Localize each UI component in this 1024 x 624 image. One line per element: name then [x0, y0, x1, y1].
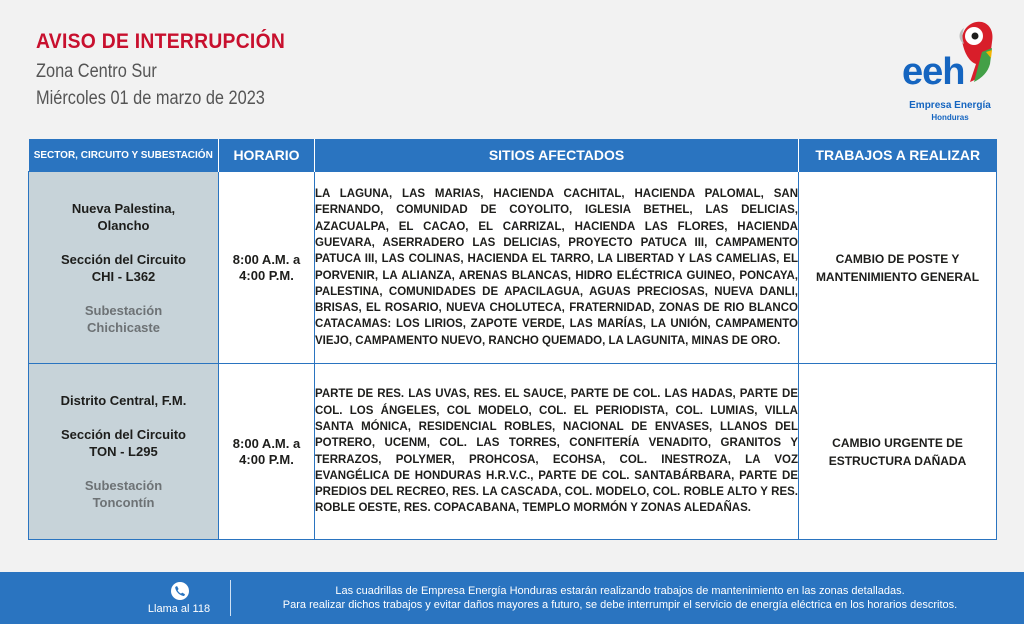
- substation-label: Subestación: [84, 302, 163, 318]
- notice-date: Miércoles 01 de marzo de 2023: [36, 88, 265, 109]
- sector-cell: [29, 172, 219, 364]
- footer-message: [246, 584, 994, 612]
- circuit-label: Sección del Circuito: [61, 251, 186, 267]
- notice-title: AVISO DE INTERRUPCIÓN: [36, 30, 286, 53]
- schedule-end: 4:00 P.M.: [239, 451, 294, 467]
- affected-sites: PARTE DE RES. LAS UVAS, RES. EL SAUCE, PARTE DE COL. LAS HADAS, PARTE DE COL. LOS ÁNGELES, COL MODELO, COL. EL PERIODISTA, COL. LUMIAS, VILLA SANTA MÓNICA, RESIDENCIAL ROBLES, NACIONAL DE ENVASES, LLANOS DEL POTRERO, UCENM, COL. LAS TORRES, CONFITERÍA VENADITO, GRANITOS Y TERRAZOS, POLYMER, PROHCOSA, ECOHSA, COL. INESTROZA, LA VOZ EVANGÉLICA DE HONDURAS H.R.V.C., PARTE DE COL. SANTABÁRBARA, PARTE DE PREDIOS DEL RECREO, RES. LA CASCADA, COL. MODELO, COL. ROBLE ALTO Y RES. ROBLE OESTE, RES. COPACABANA, TEMPLO MORMÓN Y ZONAS ALEDAÑAS.: [315, 364, 799, 540]
- header-sites: SITIOS AFECTADOS: [315, 139, 799, 172]
- substation-name: Chichicaste: [87, 319, 160, 335]
- work-cell: [799, 364, 997, 540]
- schedule-cell: [219, 172, 315, 364]
- zone-name: Zona Centro Sur: [36, 61, 157, 82]
- logo-company-name: Empresa Energía: [909, 100, 991, 111]
- header-sector: SECTOR, CIRCUITO Y SUBESTACIÓN: [29, 139, 219, 172]
- footer-line: Las cuadrillas de Empresa Energía Honduras estarán realizando trabajos de mantenimiento en las zonas detalladas.: [335, 585, 905, 597]
- sector-name: Distrito Central, F.M.: [60, 393, 187, 408]
- table-row: [29, 364, 997, 540]
- phone-icon: [171, 582, 189, 600]
- interruption-table: [28, 139, 997, 540]
- sector-name: Nueva Palestina, Olancho: [71, 200, 176, 233]
- footer-divider: [230, 580, 231, 616]
- substation-label: Subestación: [84, 478, 163, 493]
- table-header-row: [29, 139, 997, 172]
- work-line: CAMBIO DE POSTE Y: [835, 251, 960, 266]
- logo-country: Honduras: [931, 113, 969, 122]
- substation-name: Toncontín: [92, 495, 155, 510]
- header-schedule: HORARIO: [219, 139, 315, 172]
- work-cell: [799, 172, 997, 364]
- logo-wordmark: eeh: [902, 51, 965, 93]
- work-line: MANTENIMIENTO GENERAL: [815, 269, 980, 284]
- circuit-code: TON - L295: [89, 444, 158, 459]
- header-work: TRABAJOS A REALIZAR: [799, 139, 997, 172]
- schedule-cell: [219, 364, 315, 540]
- footer-line: Para realizar dichos trabajos y evitar daños mayores a futuro, se debe interrumpir el servicio de energía eléctrica en los horarios descritos.: [282, 599, 958, 611]
- footer-bar: [0, 572, 1024, 624]
- schedule-start: 8:00 A.M. a: [232, 251, 301, 267]
- table-row: [29, 172, 997, 364]
- work-line: ESTRUCTURA DAÑADA: [828, 453, 967, 468]
- call-number[interactable]: Llama al 118: [147, 603, 211, 615]
- work-line: CAMBIO URGENTE DE: [832, 435, 963, 450]
- eeh-logo: [898, 18, 998, 122]
- schedule-end: 4:00 P.M.: [239, 267, 294, 283]
- circuit-label: Sección del Circuito: [61, 427, 186, 442]
- circuit-code: CHI - L362: [91, 268, 156, 284]
- schedule-start: 8:00 A.M. a: [232, 435, 301, 451]
- affected-sites: LA LAGUNA, LAS MARIAS, HACIENDA CACHITAL, HACIENDA PALOMAL, SAN FERNANDO, COMUNIDAD DE COYOLITO, IGLESIA BETHEL, LAS DELICIAS, AZACUALPA, EL CACAO, EL CARRIZAL, HACIENDA LAS FLORES, HACIENDA GUEVARA, ASERRADERO LAS DELICIAS, PROYECTO PATUCA III, CAMPAMENTO PATUCA III, LAS COLINAS, HACIENDA EL TARRO, LA LIBERTAD Y LAS CAMELIAS, EL PORVENIR, LA ALIANZA, ARENAS BLANCAS, HIDRO ELÉCTRICA GUINEO, PONCAYA, PALESTINA, COMUNIDADES DE APACILAGUA, AGUAS PRECIOSAS, NUEVA DANLI, BRISAS, EL ROSARIO, NUEVA CHOLUTECA, FRATERNIDAD, ZONAS DE RIO BLANCO CATACAMAS: LOS LIRIOS, ZAPOTE VERDE, LAS MARÍAS, LA UNIÓN, CAMPAMENTO VIEJO, CAMPAMENTO NUEVO, RANCHO QUEMADO, LA LAGUNITA, MINAS DE ORO.: [315, 172, 799, 364]
- sector-cell: [29, 364, 219, 540]
- notice-header: [0, 0, 1024, 130]
